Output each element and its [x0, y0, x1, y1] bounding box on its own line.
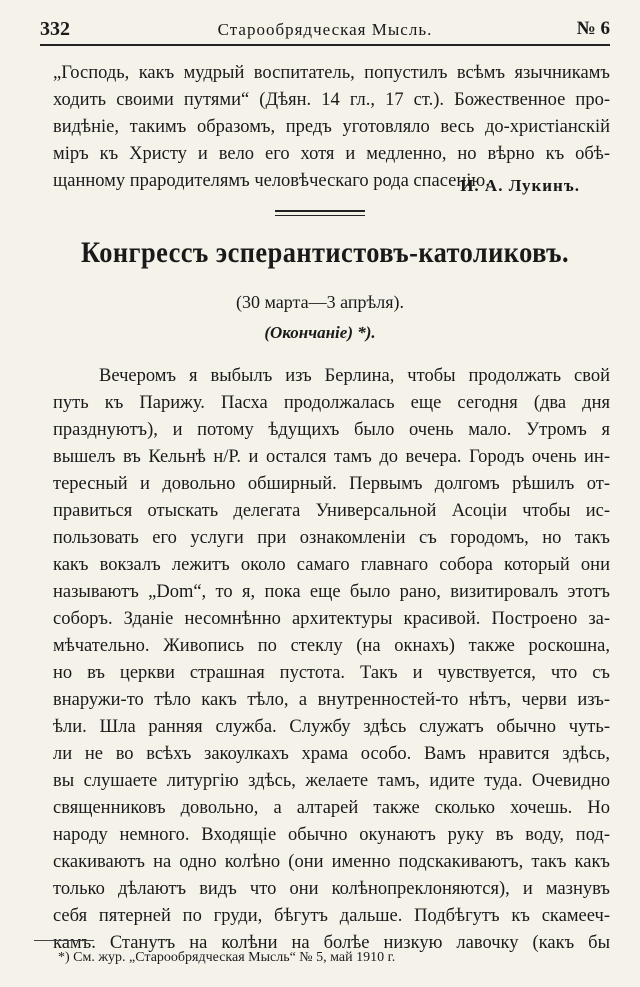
section-divider-thin [275, 215, 365, 216]
body-line: внаружи-то тѣло какъ тѣло, а внутренностей-то нѣтъ, черви изъ- [53, 690, 610, 710]
footnote-divider [34, 940, 94, 941]
article-body [53, 363, 610, 957]
issue-number: № 6 [576, 18, 610, 39]
intro-paragraph [53, 60, 610, 195]
body-line: священниковъ довольно, а алтарей также сколько хочешь. Но [53, 798, 610, 818]
article-dates: (30 марта—3 апрѣля). [235, 292, 404, 312]
page-header [40, 14, 610, 46]
body-line: Вечеромъ я выбылъ изъ Берлина, чтобы продолжать свой [99, 366, 610, 386]
body-line: называютъ „Dom“, то я, пока еще было рано, визитировалъ этотъ [53, 582, 610, 602]
intro-line: „Господь, какъ мудрый воспитатель, попустилъ всѣмъ язычникамъ [53, 63, 610, 83]
body-line: народу немного. Входящіе обычно окунаютъ руку въ воду, под- [53, 825, 610, 845]
article-title: Конгрессъ эсперантистовъ-католиковъ. [80, 236, 570, 269]
body-line: соборъ. Зданіе несомнѣнно архитектуры красивой. Построено за- [53, 609, 610, 629]
body-line: тересный и довольно обширный. Первымъ долгомъ рѣшилъ от- [53, 474, 610, 494]
intro-line: ходить своими путями“ (Дѣян. 14 гл., 17 ст.). Божественное про- [53, 90, 610, 110]
intro-line: щанному прародителямъ человѣческаго рода спасенію. [53, 171, 490, 191]
body-line: ѣли. Шла ранняя служба. Службу здѣсь служатъ обычно чуть- [53, 717, 610, 737]
body-line: ли не во всѣхъ закоулкахъ храма особо. Вамъ нравится здѣсь, [53, 744, 610, 764]
body-line: мѣчательно. Живопись по стеклу (на окнахъ) также роскошна, [53, 636, 610, 656]
body-line: только дѣлаютъ видъ что они колѣнопреклоняются), и мазнувъ [53, 879, 610, 899]
body-line: вы слушаете литургію здѣсь, желаете тамъ, идите туда. Очевидно [53, 771, 610, 791]
journal-title: Старообрядческая Мысль. [217, 20, 433, 39]
body-line: пользовать его услуги при ознакомленіи съ городомъ, но такъ [53, 528, 610, 548]
section-divider [275, 210, 365, 212]
author-signature: И. А. Лукинъ. [460, 176, 580, 195]
body-line: правиться отыскать делегата Универсальной Асоціи чтобы ис- [53, 501, 610, 521]
intro-line: видѣніе, такимъ образомъ, предъ уготовляло весь до-христіанскій [53, 117, 610, 137]
body-line: путь къ Парижу. Пасха продолжалась еще сегодня (два дня [53, 393, 610, 413]
body-line: но въ церкви страшная пустота. Такъ и чувствуется, что съ [53, 663, 610, 683]
body-line: вышелъ въ Кельнѣ н/Р. и остался тамъ до вечера. Городъ очень ин- [53, 447, 610, 467]
page-number: 332 [40, 18, 70, 40]
footnote: *) См. жур. „Старообрядческая Мысль“ № 5, май 1910 г. [58, 950, 396, 965]
body-line: празднуютъ), и потому ѣдущихъ было очень мало. Утромъ я [53, 420, 610, 440]
body-line: скакиваютъ на одно колѣно (они именно подскакиваютъ, такъ какъ [53, 852, 610, 872]
body-line: камъ. Станутъ на колѣни на болѣе низкую лавочку (какъ бы [53, 933, 610, 953]
article-continuation-note: (Окончаніе) *). [264, 323, 376, 342]
body-line: какъ вокзалъ лежитъ около самаго главнаго собора который они [53, 555, 610, 575]
body-line: себя пятерней по груди, бѣгутъ дальше. Подбѣгутъ къ скамееч- [53, 906, 610, 926]
intro-line: міръ къ Христу и вело его хотя и медленно, но вѣрно къ обѣ- [53, 144, 610, 164]
